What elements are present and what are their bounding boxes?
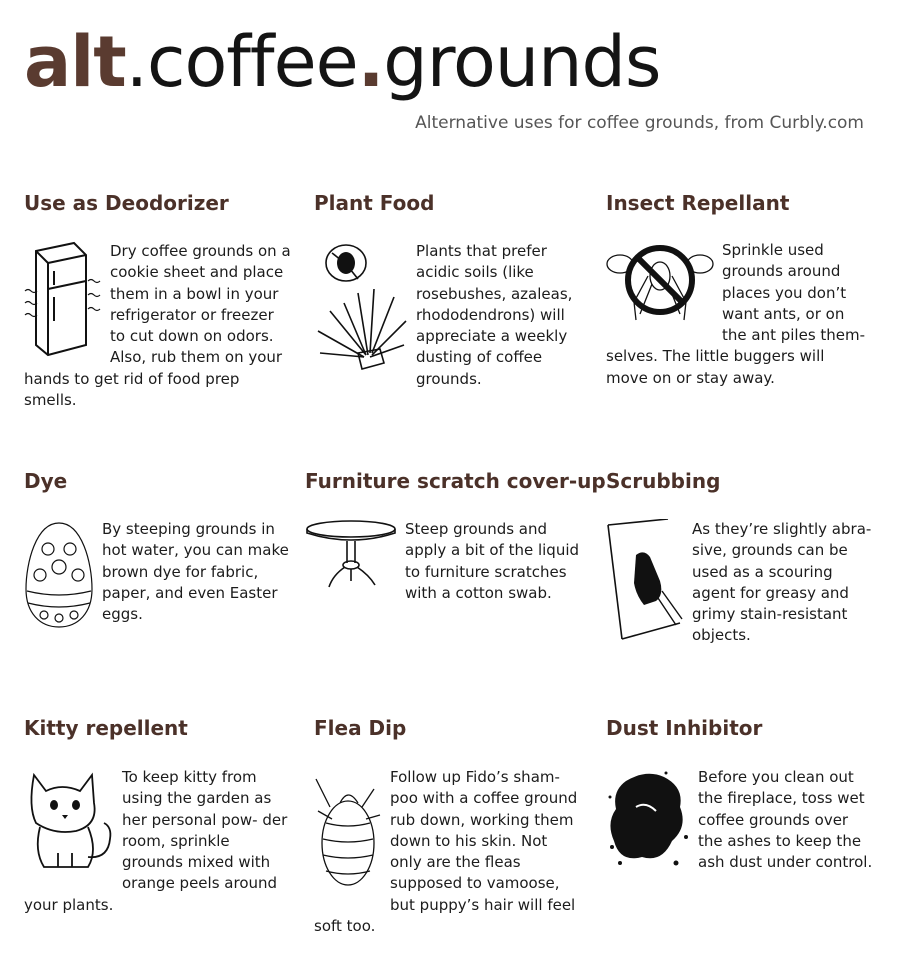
section-title: Scrubbing — [606, 469, 721, 493]
title-dot-1: . — [125, 21, 147, 103]
title-alt: alt — [24, 21, 126, 103]
section-dust-inhibitor — [606, 712, 876, 873]
section-flea-dip — [314, 712, 578, 937]
section-scrubbing — [606, 465, 874, 649]
section-text: By steeping grounds in hot water, you can make brown dye for fabric, paper, and even Easter eggs. — [102, 520, 289, 624]
flea-icon — [314, 767, 382, 901]
scrubbing-hand-icon — [606, 519, 684, 647]
section-text: Follow up Fido’s sham- poo with a coffee ground rub down, working them down to his skin. Not only are the fleas supposed to vamoose, but puppy’s hair will feel soft too. — [314, 768, 578, 936]
section-title: Use as Deodorizer — [24, 191, 229, 215]
section-title: Insect Repellant — [606, 191, 790, 215]
section-text: Before you clean out the fireplace, toss wet coffee grounds over the ashes to keep the ash dust under control. — [698, 768, 873, 872]
section-title: Kitty repellent — [24, 716, 188, 740]
section-title: Dye — [24, 469, 68, 493]
page-subtitle: Alternative uses for coffee grounds, from Curbly.com — [415, 113, 864, 133]
section-text: Steep grounds and apply a bit of the liquid to furniture scratches with a cotton swab. — [405, 520, 580, 602]
section-text: To keep kitty from using the garden as her personal pow- der room, sprinkle grounds mixed with orange peels around your plants. — [24, 768, 288, 914]
section-text: Dry coffee grounds on a cookie sheet and place them in a bowl in your refrigerator or freezer to cut down on odors. Also, rub them on your hands to get rid of food prep smells. — [24, 242, 291, 410]
no-insect-icon — [606, 240, 714, 326]
section-deodorizer — [24, 187, 292, 411]
section-text: Plants that prefer acidic soils (like rosebushes, azaleas, rhododendrons) will appreciate a weekly dusting of coffee grounds. — [416, 242, 573, 388]
plant-icon — [314, 241, 408, 381]
easter-egg-icon — [24, 519, 94, 631]
page-title — [24, 12, 660, 112]
title-coffee: coffee — [146, 21, 358, 103]
table-icon — [305, 519, 397, 591]
kitten-icon — [24, 767, 114, 877]
section-text: As they’re slightly abra- sive, grounds can be used as a scouring agent for greasy and grimy stain-resistant objects. — [692, 520, 872, 645]
refrigerator-icon — [24, 241, 102, 359]
section-dye — [24, 465, 292, 633]
title-grounds: grounds — [383, 21, 661, 103]
section-insect-repellant — [606, 187, 870, 389]
section-plant-food — [314, 187, 576, 390]
title-dot-2: . — [357, 21, 384, 103]
section-title: Flea Dip — [314, 716, 407, 740]
section-title: Plant Food — [314, 191, 435, 215]
section-kitty-repellent — [24, 712, 292, 916]
section-furniture-scratch — [305, 465, 606, 604]
section-text: Sprinkle used grounds around places you don’t want ants, or on the ant piles them- selves. The little buggers will move on or stay away. — [606, 241, 866, 387]
section-title: Dust Inhibitor — [606, 716, 763, 740]
ash-pile-icon — [606, 767, 690, 871]
section-title: Furniture scratch cover-up — [305, 469, 606, 493]
